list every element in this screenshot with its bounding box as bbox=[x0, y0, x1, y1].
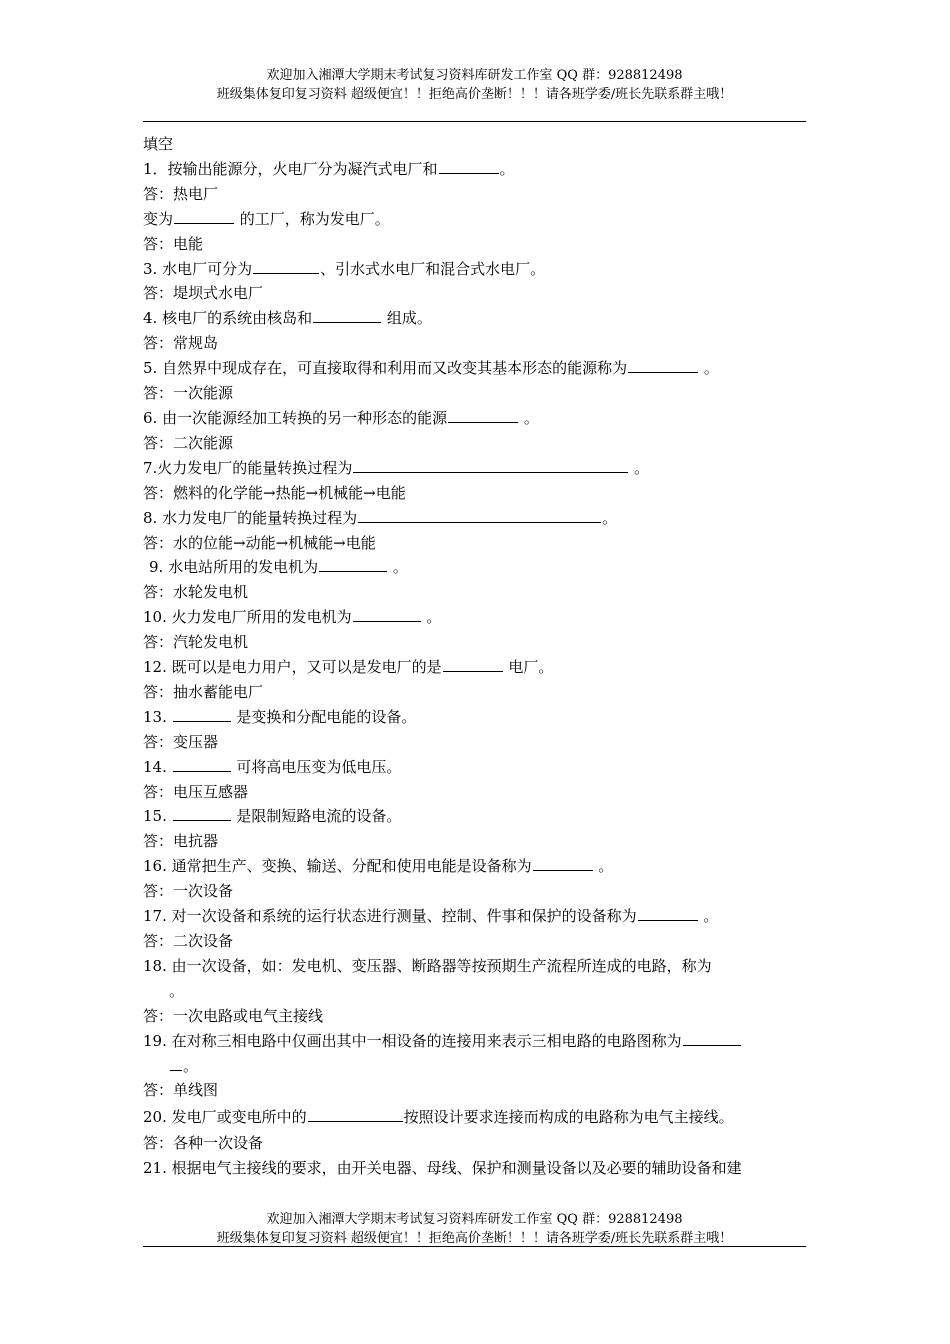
answer-blank bbox=[319, 556, 387, 572]
answer: 答：变压器 bbox=[143, 732, 219, 751]
question: 4. 核电厂的系统由核岛和 组成。 bbox=[143, 309, 432, 328]
question: 变为 的工厂，称为发电厂。 bbox=[143, 209, 390, 228]
question: 20. 发电厂或变电所中的 按照设计要求连接而构成的电路称为电气主接线。 bbox=[143, 1108, 734, 1127]
footer-line-1: 欢迎加入湘潭大学期末考试复习资料库研发工作室 QQ 群：928812498 bbox=[266, 1212, 683, 1227]
document-body bbox=[143, 132, 808, 1181]
answer-blank bbox=[253, 258, 319, 274]
question: 16. 通常把生产、变换、输送、分配和使用电能是设备称为 。 bbox=[143, 857, 614, 876]
answer-blank bbox=[683, 1030, 741, 1046]
answer: 答：水轮发电机 bbox=[143, 583, 249, 602]
answer-blank bbox=[173, 706, 231, 722]
answer: 答：各种一次设备 bbox=[143, 1134, 264, 1153]
header-line-2: 班级集体复印复习资料 超级便宜！！拒绝高价垄断！！！请各班学委/班长先联系群主哦！ bbox=[216, 87, 733, 102]
question: 17. 对一次设备和系统的运行状态进行测量、控制、件事和保护的设备称为 。 bbox=[143, 907, 719, 926]
question: 12. 既可以是电力用户，又可以是发电厂的是 电厂。 bbox=[143, 658, 554, 677]
answer-blank bbox=[628, 357, 698, 373]
question: 5. 自然界中现成存在，可直接取得和利用而又改变其基本形态的能源称为 。 bbox=[143, 359, 719, 378]
header-rule bbox=[143, 121, 806, 122]
question: 3. 水电厂可分为 、引水式水电厂和混合式水电厂。 bbox=[143, 259, 546, 278]
answer: 答：常规岛 bbox=[143, 334, 219, 353]
answer-blank bbox=[170, 1055, 182, 1071]
question: 15. 是限制短路电流的设备。 bbox=[143, 807, 402, 826]
answer: 答：一次电路或电气主接线 bbox=[143, 1006, 324, 1025]
question: 21. 根据电气主接线的要求，由开关电器、母线、保护和测量设备以及必要的辅助设备和建 bbox=[143, 1159, 742, 1178]
answer: 答：电抗器 bbox=[143, 832, 219, 851]
answer: 答：电压互感器 bbox=[143, 782, 249, 801]
answer: 答：二次能源 bbox=[143, 433, 234, 452]
answer: 答：一次设备 bbox=[143, 882, 234, 901]
answer: 答：堤坝式水电厂 bbox=[143, 284, 264, 303]
answer: 答：单线图 bbox=[143, 1081, 219, 1100]
answer-blank bbox=[353, 606, 421, 622]
question: 9. 水电站所用的发电机为 。 bbox=[149, 558, 408, 577]
page-header bbox=[143, 66, 806, 104]
header-line-1: 欢迎加入湘潭大学期末考试复习资料库研发工作室 QQ 群：928812498 bbox=[266, 68, 683, 83]
answer-blank bbox=[443, 656, 503, 672]
question: 1．按输出能源分，火电厂分为凝汽式电厂和 。 bbox=[143, 159, 515, 178]
footer-rule bbox=[143, 1246, 806, 1247]
answer-blank bbox=[173, 805, 231, 821]
answer: 答：汽轮发电机 bbox=[143, 633, 249, 652]
answer: 答：电能 bbox=[143, 234, 204, 253]
question: 10. 火力发电厂所用的发电机为 。 bbox=[143, 608, 442, 627]
answer-blank bbox=[308, 1106, 403, 1122]
answer-blank bbox=[358, 507, 601, 523]
question: 19. 在对称三相电路中仅画出其中一相设备的连接用来表示三相电路的电路图称为 bbox=[143, 1029, 808, 1054]
question-continuation: 。 bbox=[143, 1054, 808, 1079]
page-footer bbox=[143, 1210, 806, 1248]
question: 18. 由一次设备，如：发电机、变压器、断路器等按预期生产流程所连成的电路，称为 bbox=[143, 956, 712, 975]
answer-blank bbox=[533, 855, 593, 871]
question-continuation: 。 bbox=[169, 981, 185, 1000]
answer: 答：一次能源 bbox=[143, 384, 234, 403]
answer: 答：二次设备 bbox=[143, 932, 234, 950]
footer-line-2: 班级集体复印复习资料 超级便宜！！拒绝高价垄断！！！请各班学委/班长先联系群主哦！ bbox=[216, 1231, 733, 1246]
answer: 答：燃料的化学能→热能→机械能→电能 bbox=[143, 483, 406, 502]
answer-blank bbox=[174, 208, 234, 224]
section-title: 填空 bbox=[143, 135, 174, 153]
answer: 答：水的位能→动能→机械能→电能 bbox=[143, 533, 376, 552]
question: 14. 可将高电压变为低电压。 bbox=[143, 757, 402, 776]
question: 8. 水力发电厂的能量转换过程为 。 bbox=[143, 508, 618, 527]
answer: 答：抽水蓄能电厂 bbox=[143, 682, 264, 701]
question: 6. 由一次能源经加工转换的另一种形态的能源 。 bbox=[143, 408, 539, 427]
question: 13. 是变换和分配电能的设备。 bbox=[143, 707, 417, 726]
answer: 答：热电厂 bbox=[143, 184, 219, 203]
answer-blank bbox=[313, 307, 381, 323]
answer-blank bbox=[353, 457, 628, 473]
answer-blank bbox=[638, 905, 698, 921]
answer-blank bbox=[448, 407, 518, 423]
answer-blank bbox=[439, 158, 499, 174]
answer-blank bbox=[173, 756, 231, 772]
question: 7.火力发电厂的能量转换过程为 。 bbox=[143, 458, 650, 477]
